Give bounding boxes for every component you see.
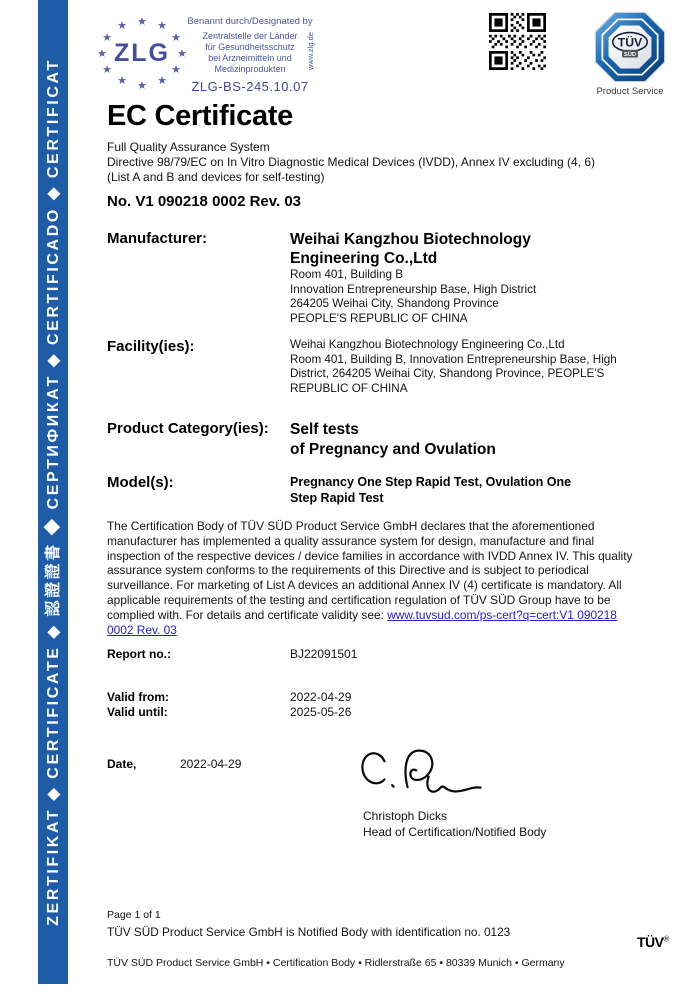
manufacturer-label: Manufacturer:: [107, 230, 208, 247]
zlg-reference-number: ZLG-BS-245.10.07: [191, 79, 309, 94]
zlg-text-block: [186, 16, 314, 94]
zlg-logo: [95, 15, 189, 93]
manufacturer-address-line: 264205 Weihai City, Shandong Province: [290, 297, 499, 311]
manufacturer-row: [107, 230, 640, 326]
report-value: BJ22091501: [290, 647, 358, 661]
valid-until-row: [107, 705, 640, 719]
zlg-org-line: für Gesundheitsschutz: [205, 42, 295, 52]
page-title: EC Certificate: [107, 100, 293, 132]
zlg-website: www.zlg.de: [306, 32, 315, 70]
report-label: Report no.:: [107, 647, 171, 661]
report-row: [107, 647, 640, 661]
zlg-org-line: Medizinprodukten: [214, 64, 286, 74]
manufacturer-address-line: PEOPLE'S REPUBLIC OF CHINA: [290, 311, 468, 325]
tuv-wordmark: [637, 934, 669, 950]
manufacturer-address-line: Innovation Entrepreneurship Base, High District: [290, 282, 537, 296]
product-category-label: Product Category(ies):: [107, 420, 269, 437]
star-icon: [136, 80, 148, 92]
date-value: 2022-04-29: [180, 757, 242, 771]
signatory-name: Christoph Dicks: [363, 809, 448, 823]
tuv-logo-caption: Product Service: [596, 86, 664, 97]
tuv-wordmark-text: TÜV: [637, 934, 664, 950]
registered-trademark-symbol: ®: [663, 934, 669, 944]
star-icon: [156, 20, 168, 32]
date-label: Date,: [107, 757, 137, 771]
models-value-line: Pregnancy One Step Rapid Test, Ovulation One: [290, 475, 572, 489]
manufacturer-address-line: Room 401, Building B: [290, 268, 404, 281]
certificate-validity-link[interactable]: www.tuvsud.com/ps-cert?q=cert:V1 090218 0002 Rev. 03: [107, 607, 617, 637]
signatory-block: [363, 809, 546, 840]
zlg-logo-text: ZLG: [114, 39, 170, 67]
star-icon: [116, 75, 128, 87]
subtitle-line: Full Quality Assurance System: [107, 140, 270, 154]
product-category-value-line: of Pregnancy and Ovulation: [290, 441, 496, 458]
star-icon: [156, 75, 168, 87]
facility-row: [107, 338, 640, 396]
models-row: [107, 474, 640, 506]
qr-code: [489, 13, 546, 70]
tuv-logo-text: TÜV: [617, 35, 643, 50]
valid-from-row: [107, 690, 640, 704]
valid-from-value: 2022-04-29: [290, 690, 352, 704]
sud-logo-text: SÜD: [623, 52, 637, 58]
subtitle-line: Directive 98/79/EC on In Vitro Diagnostic Medical Devices (IVDD), Annex IV excluding (4, 6): [107, 155, 595, 169]
declaration-text: The Certification Body of TÜV SÜD Product Service GmbH declares that the aforementioned manufacturer has implemented a quality assurance system for design, manufacture and final inspection of the respective devices / device families in accordance with IVDD Annex IV. This quality assurance system conforms to the requirements of this Directive and is subject to periodical surveillance. For marketing of List A devices an additional Annex IV (4) certificate is mandatory. All applicable requirements of the testing and certification regulation of TÜV SÜD Group have to be complied with. For details and certificate validity see:: [107, 519, 633, 622]
facility-line: District, 264205 Weihai City, Shandong Province, PEOPLE'S: [290, 367, 605, 381]
valid-from-label: Valid from:: [107, 690, 170, 704]
signatory-role: Head of Certification/Notified Body: [363, 824, 547, 839]
manufacturer-name-line: Engineering Co.,Ltd: [290, 250, 438, 267]
subtitle-block: [107, 140, 595, 185]
zlg-org-line: Zentralstelle der Länder: [202, 31, 298, 41]
models-label: Model(s):: [107, 474, 174, 491]
star-icon: [116, 20, 128, 32]
product-category-row: [107, 420, 640, 460]
signature-image: [350, 742, 490, 814]
valid-until-value: 2025-05-26: [290, 705, 352, 719]
certificate-band-text: ZERTIFIKAT ◆ CERTIFICATE ◆ 認證證書 ◆ СЕРТИФИКАТ ◆ CERTIFICADO ◆ CERTIFICAT: [45, 58, 62, 926]
manufacturer-name-line: Weihai Kangzhou Biotechnology: [290, 231, 531, 248]
certificate-number: No. V1 090218 0002 Rev. 03: [107, 193, 302, 210]
tuv-sud-logo: [594, 11, 666, 83]
zlg-designated-by: Benannt durch/Designated by: [187, 16, 313, 27]
facility-line: REPUBLIC OF CHINA: [290, 381, 408, 395]
declaration-paragraph: [107, 519, 640, 637]
facility-label: Facility(ies):: [107, 338, 195, 355]
facility-line: Weihai Kangzhou Biotechnology Engineering Co.,Ltd: [290, 338, 565, 351]
star-icon: [136, 16, 148, 28]
notified-body-line: TÜV SÜD Product Service GmbH is Notified Body with identification no. 0123: [107, 925, 511, 939]
subtitle-line: (List A and B and devices for self-testing): [107, 170, 325, 184]
page-indicator: Page 1 of 1: [107, 909, 161, 921]
facility-line: Room 401, Building B, Innovation Entrepreneurship Base, High: [290, 352, 617, 366]
product-category-value-line: Self tests: [290, 421, 359, 438]
zlg-org-line: bei Arzneimitteln und: [208, 53, 292, 63]
valid-until-label: Valid until:: [107, 705, 168, 719]
models-value-line: Step Rapid Test: [290, 491, 384, 505]
footer-address-line: TÜV SÜD Product Service GmbH • Certification Body • Ridlerstraße 65 • 80339 Munich • Germany: [107, 957, 565, 969]
